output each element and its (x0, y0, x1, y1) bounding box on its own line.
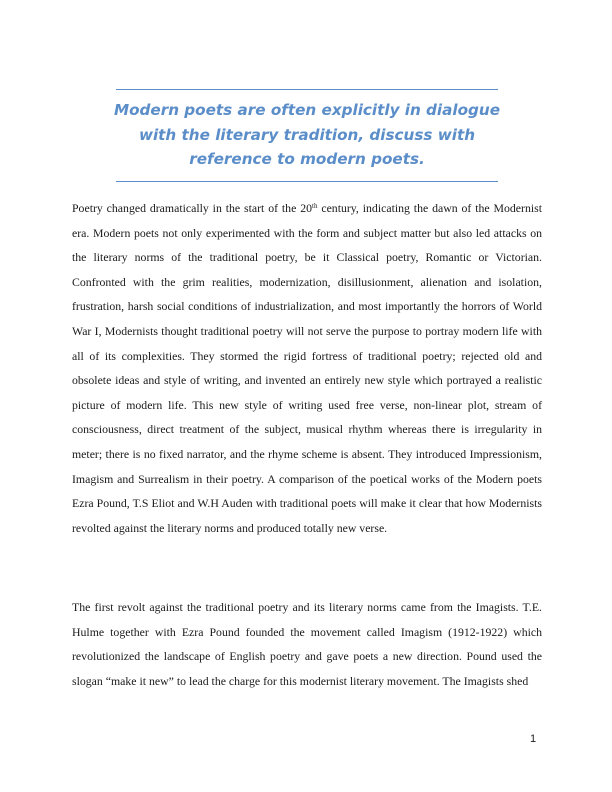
title-bottom-rule (116, 181, 498, 182)
paragraph-1 (72, 196, 542, 540)
ordinal-superscript: th (312, 202, 318, 210)
paragraph-1-rest: century, indicating the dawn of the Modernist era. Modern poets not only experimented with the form and subject matter but also led attacks on the literary norms of the traditional poetry, be it Classical poetry, Romantic or Victorian. Confronted with the grim realities, modernization, disillusionment, alienation and isolation, frustration, harsh social conditions of industrialization, and most importantly the horrors of World War I, Modernists thought traditional poetry will not serve the purpose to portray modern life with all of its complexities. They stormed the rigid fortress of traditional poetry; rejected old and obsolete ideas and style of writing, and invented an entirely new style which portrayed a realistic picture of modern life. This new style of writing used free verse, non-linear plot, stream of consciousness, direct treatment of the subject, musical rhythm whereas there is irregularity in meter; there is no fixed narrator, and the rhyme scheme is absent. They introduced Impressionism, Imagism and Surrealism in their poetry. A comparison of the poetical works of the Modern poets Ezra Pound, T.S Eliot and W.H Auden with traditional poets will make it clear that how Modernists revolted against the literary norms and produced totally new verse. (72, 201, 543, 535)
paragraph-2: The first revolt against the traditional poetry and its literary norms came from the Imagists. T.E. Hulme together with Ezra Pound founded the movement called Imagism (1912-1922) which revolutionized the landscape of English poetry and gave poets a new direction. Pound used the slogan “make it new” to lead the charge for this modernist literary movement. The Imagists shed (72, 600, 542, 688)
title-block (113, 89, 501, 183)
document-title: Modern poets are often explicitly in dialogue with the literary tradition, discuss with reference to modern poets. (113, 101, 501, 168)
paragraph-1-start: Poetry changed dramatically in the start of the 20 (72, 201, 312, 215)
title-top-rule (116, 89, 498, 90)
page-number: 1 (530, 733, 537, 745)
